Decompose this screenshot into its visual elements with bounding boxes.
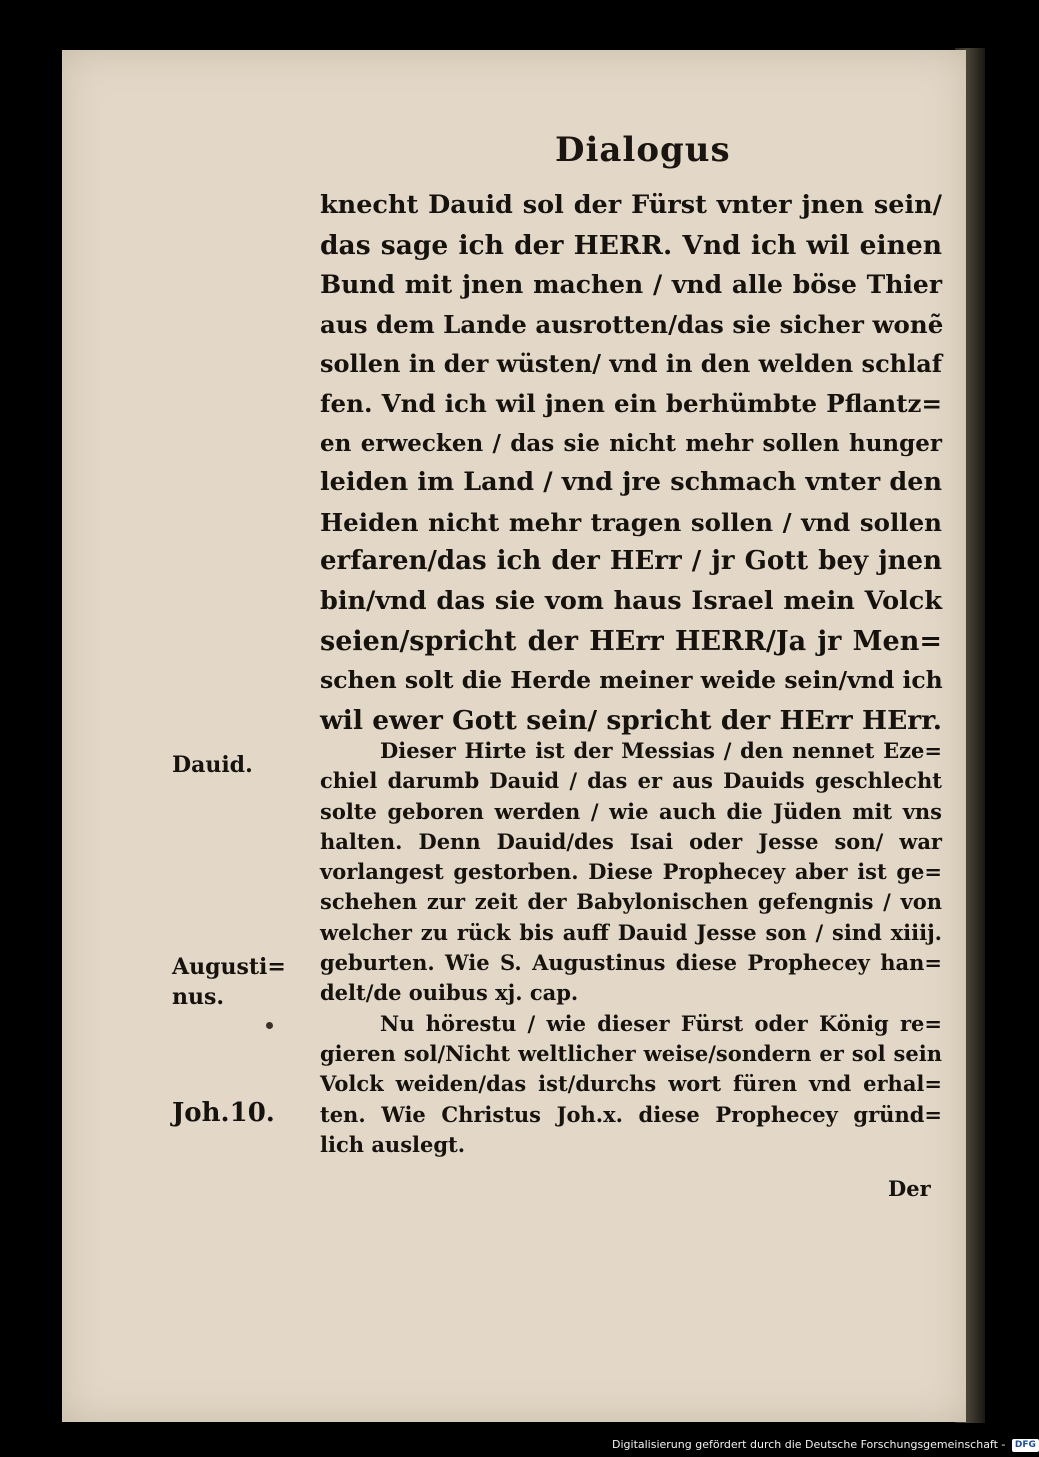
margin-note-line: nus.	[172, 984, 225, 1010]
text-line: vorlangest gestorben. Diese Prophecey aber ist ge=	[320, 859, 942, 885]
text-line: lich auslegt.	[320, 1131, 466, 1157]
main-text-small	[320, 736, 942, 1160]
catchword: Der	[888, 1176, 931, 1201]
text-line: sollen in der wüsten/ vnd in den welden schlaf	[320, 349, 943, 379]
text-line: seien/spricht der HErr HERR/Ja jr Men=	[320, 625, 942, 657]
margin-note-joh: Joh.10.	[172, 1098, 275, 1128]
margin-note-line: Augusti=	[172, 954, 286, 980]
dfg-logo: DFG	[1012, 1439, 1039, 1452]
text-line: schehen zur zeit der Babylonischen gefengnis / von	[320, 889, 942, 915]
digitization-credit	[612, 1436, 1039, 1454]
text-line: welcher zu rück bis auff Dauid Jesse son / sind xiiij.	[320, 919, 942, 945]
text-line: wil ewer Gott sein/ spricht der HErr HErr.	[320, 704, 942, 736]
text-line: gieren sol/Nicht weltlicher weise/sondern er sol sein	[320, 1040, 942, 1066]
ink-mark	[266, 1022, 273, 1029]
text-line: leiden im Land / vnd jre schmach vnter den	[320, 467, 942, 498]
text-line: chiel darumb Dauid / das er aus Dauids geschlecht	[320, 768, 942, 794]
text-line: en erwecken / das sie nicht mehr sollen hunger	[320, 429, 942, 457]
text-line: Volck weiden/das ist/durchs wort füren vnd erhal=	[320, 1071, 942, 1097]
text-line: knecht Dauid sol der Fürst vnter jnen sein/	[320, 190, 942, 220]
main-text-large	[320, 186, 942, 740]
text-line: geburten. Wie S. Augustinus diese Prophecey han=	[320, 950, 942, 976]
text-line: Heiden nicht mehr tragen sollen / vnd sollen	[320, 507, 942, 537]
text-line: das sage ich der HERR. Vnd ich wil einen	[320, 229, 942, 261]
text-line: Nu hörestu / wie dieser Fürst oder König re=	[380, 1010, 942, 1036]
credit-text: Digitalisierung gefördert durch die Deutsche Forschungsgemeinschaft -	[612, 1438, 1006, 1451]
text-line: ten. Wie Christus Joh.x. diese Prophecey gründ=	[320, 1101, 942, 1127]
text-line: schen solt die Herde meiner weide sein/vnd ich	[320, 666, 943, 695]
text-line: halten. Denn Dauid/des Isai oder Jesse son/ war	[320, 828, 942, 854]
margin-note-david: Dauid.	[172, 752, 253, 778]
running-header: Dialogus	[555, 130, 731, 170]
text-line: bin/vnd das sie vom haus Israel mein Volck	[320, 585, 942, 616]
margin-note-augustinus	[172, 952, 286, 1012]
text-line: fen. Vnd ich wil jnen ein berhümbte Pflantz=	[320, 388, 942, 418]
text-line: Dieser Hirte ist der Messias / den nennet Eze=	[380, 738, 942, 763]
text-line: aus dem Lande ausrotten/das sie sicher wonẽ	[320, 309, 944, 339]
text-line: erfaren/das ich der HErr / jr Gott bey jnen	[320, 546, 942, 577]
text-line: delt/de ouibus xj. cap.	[320, 980, 579, 1006]
text-line: Bund mit jnen machen / vnd alle böse Thier	[320, 270, 942, 300]
text-line: solte geboren werden / wie auch die Jüden mit vns	[320, 798, 942, 824]
